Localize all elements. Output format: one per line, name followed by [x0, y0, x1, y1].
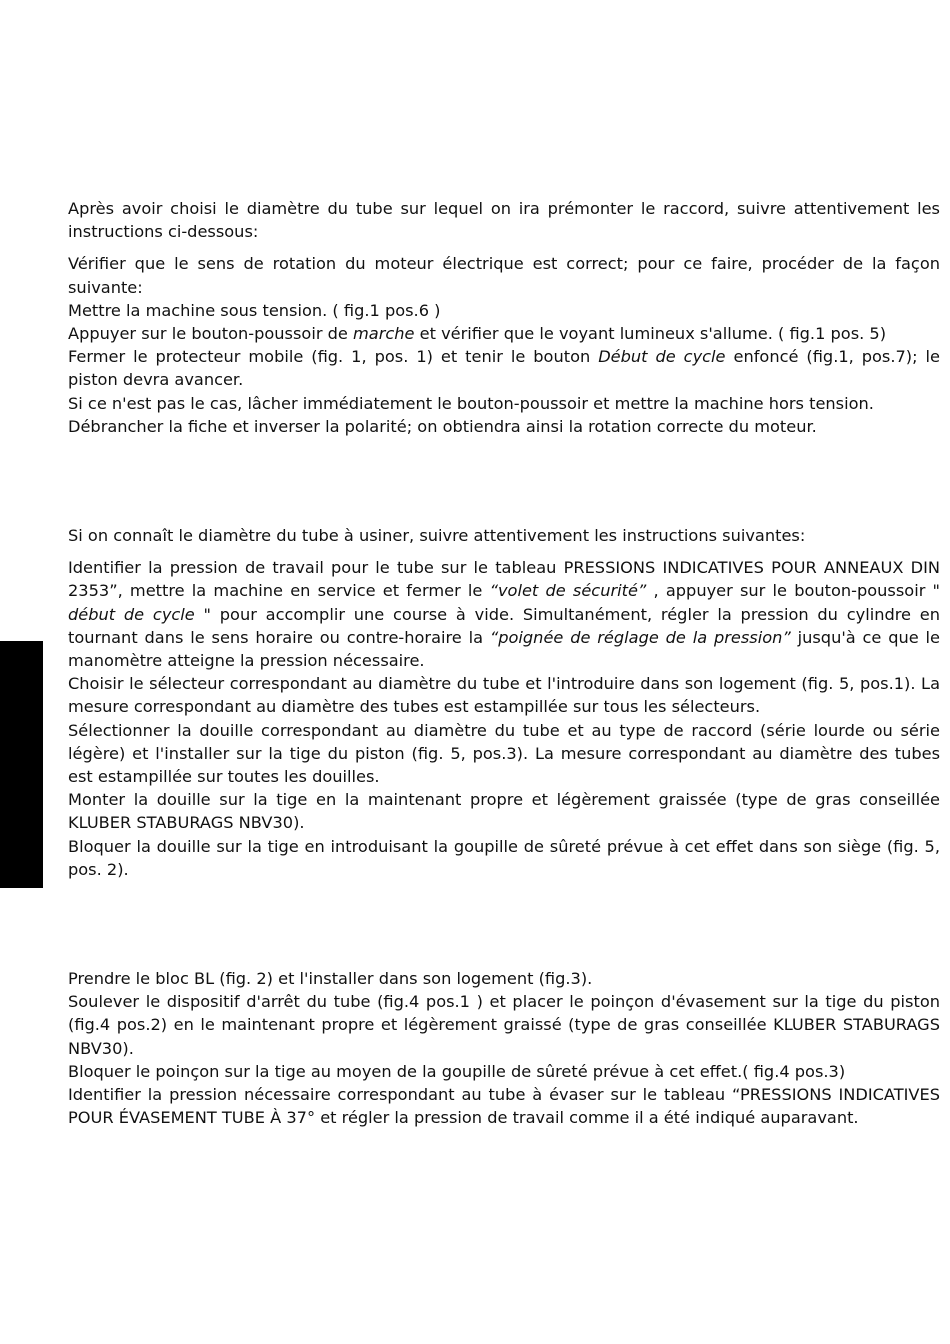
punch-paragraph: Soulever le dispositif d'arrêt du tube (fig.4 pos.1 ) et placer le poinçon d'évasement sur la tige du piston (fig.4 pos.2) en le maintenant propre et légèrement graissé (type de gras conseillée KLUBER STABURAGS NBV30). — [68, 992, 940, 1058]
mount-bush-paragraph: Monter la douille sur la tige en la maintenant propre et légèrement graissée (type de gras conseillée KLUBER STABURAGS NBV30). — [68, 790, 940, 833]
lock-bush-paragraph: Bloquer la douille sur la tige en introduisant la goupille de sûreté prévue à cet effet dans son siège (fig. 5, pos. 2). — [68, 836, 940, 879]
flaring-pressure-paragraph: Identifier la pression nécessaire correspondant au tube à évaser sur le tableau “PRESSIONS INDICATIVES POUR ÉVASEMENT TUBE À 37° et régler la pression de travail comme il a été indiqué auparavant. — [68, 1085, 940, 1128]
step-release: Si ce n'est pas le cas, lâcher immédiatement le bouton-poussoir et mettre la machine hors tension. — [68, 393, 874, 413]
intro-paragraph: Après avoir choisi le diamètre du tube sur lequel on ira prémonter le raccord, suivre attentivement les instructions ci-dessous: — [68, 199, 940, 242]
side-language-tab — [0, 641, 43, 888]
section-flaring — [68, 967, 940, 1129]
rotation-check-paragraph: Vérifier que le sens de rotation du moteur électrique est correct; pour ce faire, procéder de la façon suivante: — [68, 254, 940, 297]
step-invert-polarity: Débrancher la fiche et inverser la polarité; on obtiendra ainsi la rotation correcte du moteur. — [68, 416, 817, 436]
selector-paragraph: Choisir le sélecteur correspondant au diamètre du tube et l'introduire dans son logement (fig. 5, pos.1). La mesure correspondant au diamètre des tubes est estampillée sur tous les sélecteurs. — [68, 674, 940, 717]
bush-paragraph: Sélectionner la douille correspondant au diamètre du tube et au type de raccord (série lourde ou série légère) et l'installer sur la tige du piston (fig. 5, pos.3). La mesure correspondant au diamètre des tubes est estampillée sur toutes les douilles. — [68, 720, 940, 787]
step-power-on: Mettre la machine sous tension. ( fig.1 pos.6 ) — [68, 300, 441, 320]
section-tube-setup — [68, 524, 940, 881]
section2-intro: Si on connaît le diamètre du tube à usiner, suivre attentivement les instructions suivantes: — [68, 526, 806, 545]
block-paragraph: Prendre le bloc BL (fig. 2) et l'installer dans son logement (fig.3). — [68, 969, 593, 988]
pressure-paragraph: Identifier la pression de travail pour le tube sur le tableau PRESSIONS INDICATIVES POUR ANNEAUX DIN 2353”, mettre la machine en service et fermer le “volet de sécurité” , appuyer sur le bouton-poussoir " début de cycle " pour accomplir une course à vide. Simultanément, régler la pression du cylindre en tournant dans le sens horaire ou contre-horaire la “poignée de réglage de la pression” jusqu'à ce que le manomètre atteigne la pression nécessaire. — [68, 558, 940, 671]
step-press-start: Appuyer sur le bouton-poussoir de marche et vérifier que le voyant lumineux s'allume. ( fig.1 pos. 5) — [68, 324, 887, 344]
step-close-guard: Fermer le protecteur mobile (fig. 1, pos. 1) et tenir le bouton Début de cycle enfoncé (fig.1, pos.7); le piston devra avancer. — [68, 347, 941, 390]
section-rotation-check — [68, 197, 940, 438]
lock-punch-paragraph: Bloquer le poinçon sur la tige au moyen de la goupille de sûreté prévue à cet effet.( fig.4 pos.3) — [68, 1061, 846, 1081]
